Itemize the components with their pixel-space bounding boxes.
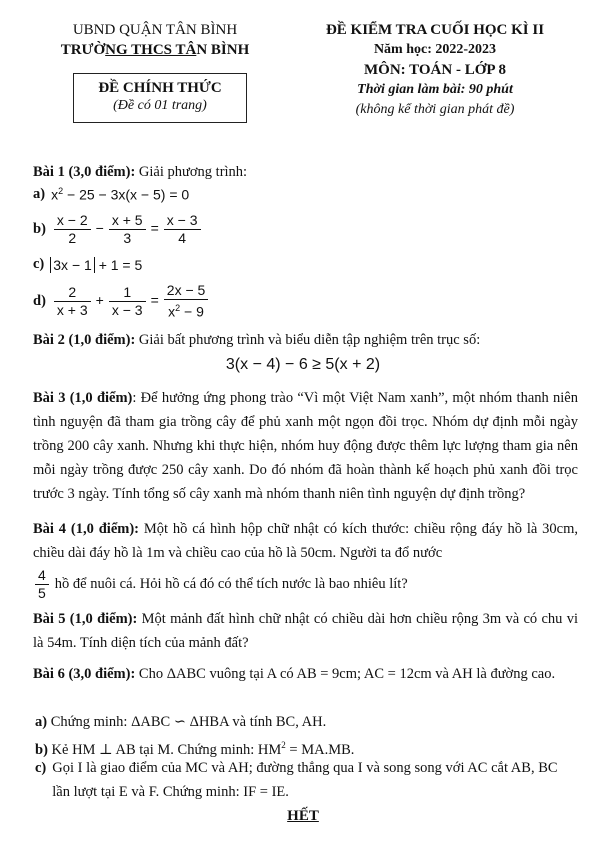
numerator: x − 3 [164,212,201,230]
bai4-title: Bài 4 (1,0 điểm): [33,521,140,537]
bai5-text: Một mảnh đất hình chữ nhật có chiều dài hơn chiều rộng 3m và có chu vi là 54m. Tính diện tích của mảnh đất? [33,611,579,651]
bai1-title: Bài 1 (3,0 điểm): [33,164,136,180]
eq-exponent: 2 [58,186,64,197]
denominator [164,300,209,321]
item-label: b) [35,741,48,758]
bai1-prompt: Giải phương trình: [138,164,248,180]
item-text: Chứng minh: ΔABC ∽ ΔHBA và tính BC, AH. [50,714,327,730]
fraction [109,212,146,247]
bai4 [33,517,578,565]
official-label: ĐỀ CHÍNH THỨC [98,80,222,96]
item-text: Gọi I là giao điểm của MC và AH; đường thẳng qua I và song song với AC cắt AB, BC lần lượt tại E và F. Chứng minh: IF = IE. [52,760,558,800]
duration-note: (không kể thời gian phát đề) [355,102,515,117]
item-text: = MA.MB. [285,741,355,758]
header-right [300,20,570,120]
fraction [35,567,49,602]
item-label: a) [35,714,48,730]
school-name-underlined: NG THCS TÂ [105,42,197,58]
bai1-c [33,256,142,273]
denominator: x − 3 [111,301,143,318]
eq-exponent: 2 [281,740,286,750]
eq-exponent: 2 [175,303,181,313]
bai3-title: Bài 3 (1,0 điểm) [33,390,133,406]
school-name [40,40,270,60]
equation [50,257,142,273]
bai6 [33,662,578,686]
numerator: 2 [54,284,91,302]
denominator: 4 [178,230,187,246]
bai2-inequality: 3(x − 4) − 6 ≥ 5(x + 2) [225,356,381,373]
school-name-part: N BÌNH [196,42,250,58]
eq-part: − 9 [180,303,204,320]
equation [52,212,203,247]
operator: = [150,292,159,309]
bai1-a [33,186,189,203]
bai6-c [35,756,570,804]
end-mark: HẾT [287,808,319,824]
fraction [54,212,91,247]
denominator: 3 [123,230,132,246]
bai1-heading [33,160,578,184]
numerator: x + 5 [109,212,146,230]
bai2-title: Bài 2 (1,0 điểm): [33,332,136,348]
bai4-line2 [33,567,408,602]
absolute-value: 3x − 1 [50,257,95,273]
subject: MÔN: TOÁN - LỚP 8 [364,62,506,78]
fraction [164,212,201,247]
fraction [109,284,146,319]
denominator: 2 [68,230,77,246]
bai2-heading [33,328,578,352]
denominator: x + 3 [56,301,88,318]
eq-part: x [51,186,59,203]
bai1-d [33,282,210,321]
duration: Thời gian làm bài: 90 phút [357,82,513,97]
eq-part: x [168,303,176,320]
fraction [54,284,91,319]
bai5-title: Bài 5 (1,0 điểm): [33,611,138,627]
eq-part: − 25 − 3x(x − 5) = 0 [63,186,190,203]
numerator: x − 2 [54,212,91,230]
operator: − [95,220,104,237]
numerator: 2x − 5 [164,282,209,300]
item-text: Kẻ HM ⊥ AB tại M. Chứng minh: HM [51,741,282,758]
equation [52,282,210,321]
numerator: 4 [35,567,49,585]
bai2-prompt: Giải bất phương trình và biểu diễn tập nghiệm trên trục số: [138,332,481,348]
item-label: d) [33,292,46,309]
header-left [40,20,270,60]
school-name-part: TRƯỜ [60,42,106,58]
bai4-text: Một hồ cá hình hộp chữ nhật có kích thước: chiều rộng đáy hồ là 30cm, chiều dài đáy hồ là 1m và chiều cao của hồ là 50cm. Người ta đổ nước [33,521,579,561]
operator: + [95,292,104,309]
item-label: b) [33,221,46,237]
bai6-text: Cho ΔABC vuông tại A có AB = 9cm; AC = 12cm và AH là đường cao. [138,666,556,682]
item-label: c) [35,760,47,776]
numerator: 1 [109,284,146,302]
bai4-text2: hồ để nuôi cá. Hỏi hồ cá đó có thể tích nước là bao nhiêu lít? [54,576,408,592]
bai1-b [33,212,203,247]
bai3 [33,386,578,506]
eq-part: + 1 = 5 [98,256,143,273]
pages-note: (Đề có 01 trang) [113,98,207,113]
bai3-text: : Để hưởng ứng phong trào “Vì một Việt Nam xanh”, một nhóm thanh niên tình nguyện đã tham gia trồng cây để phủ xanh một ngọn đồi trọc. Nhóm dự định mỗi ngày trồng 200 cây xanh. Nhưng khi thực hiện, nhóm huy động được thêm lực lượng tham gia nên mỗi ngày trồng được 250 cây xanh. Do đó nhóm đã hoàn thành kế hoạch phủ xanh đồi trọc trước 3 ngày. Tính tổng số cây xanh mà nhóm thanh niên tình nguyện dự định trồng? [33,390,578,502]
district-name: UBND QUẬN TÂN BÌNH [72,22,238,38]
bai6-title: Bài 6 (3,0 điểm): [33,666,136,682]
school-year: Năm học: 2022-2023 [373,42,497,57]
fraction [164,282,209,321]
official-box [73,73,247,123]
denominator: 5 [38,585,46,601]
bai6-a [35,710,580,734]
item-label: c) [33,256,45,272]
exam-title: ĐỀ KIỂM TRA CUỐI HỌC KÌ II [325,22,545,38]
item-label: a) [33,186,46,202]
operator: = [150,220,159,237]
equation [51,186,189,203]
bai5 [33,607,578,655]
